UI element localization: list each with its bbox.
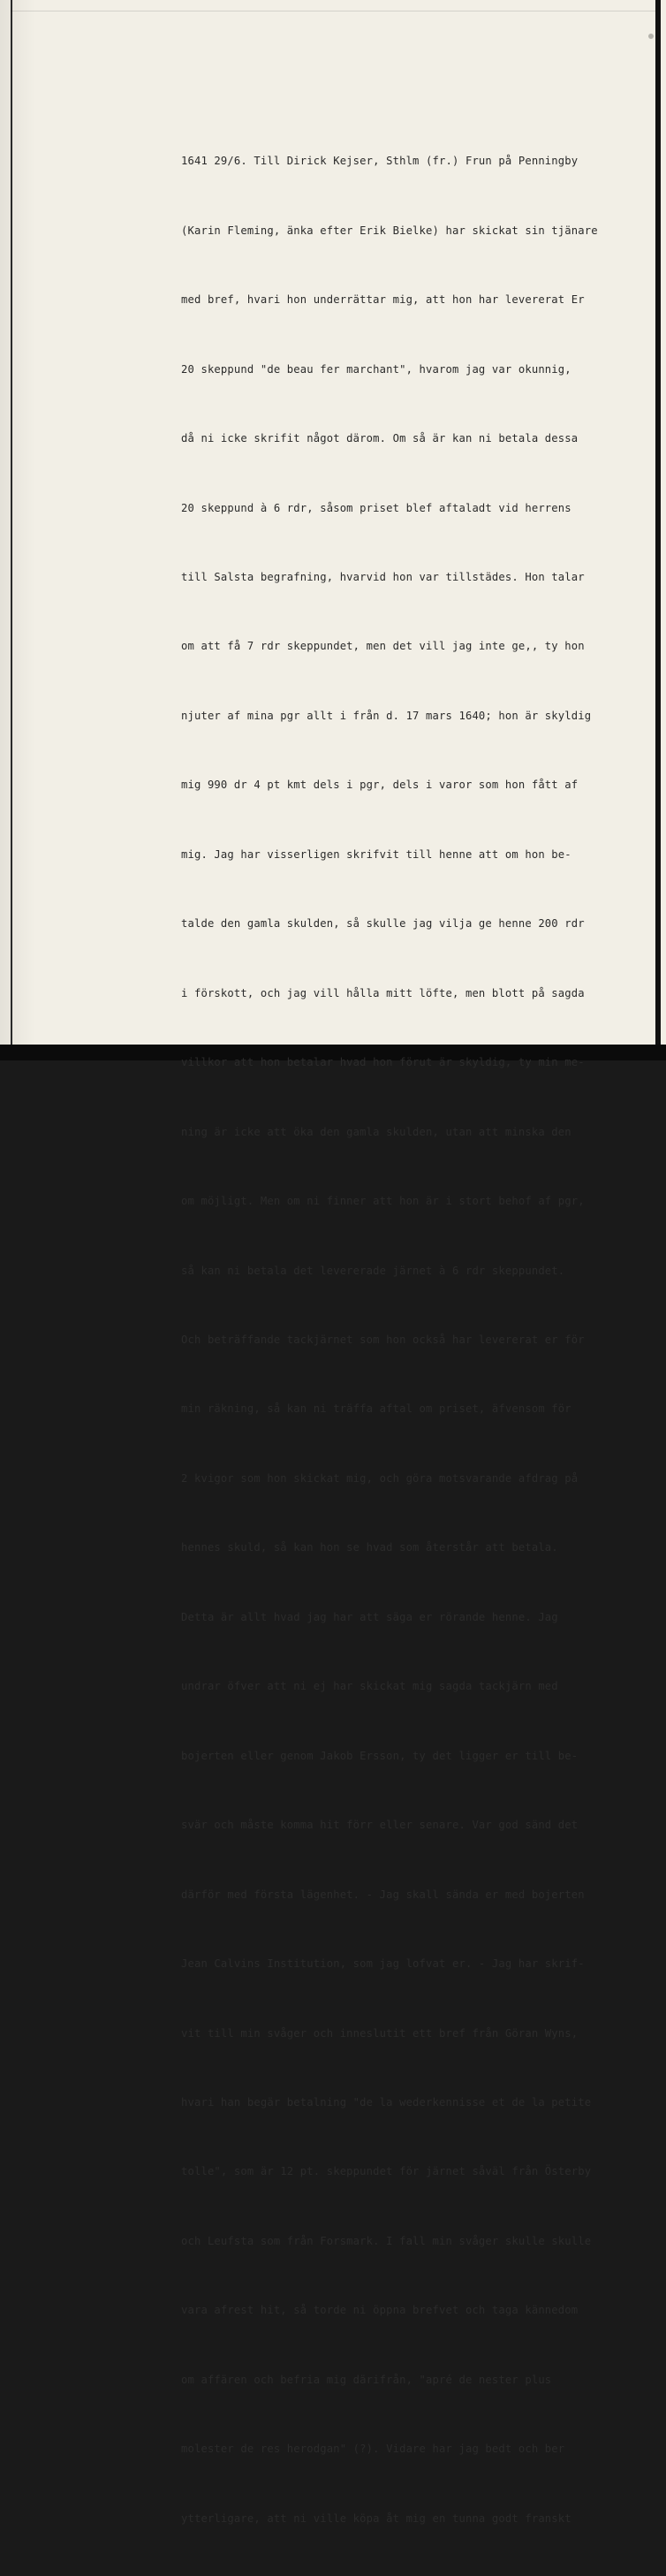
text-line: så kan ni betala det levererade järnet à 6 rdr skeppundet. [181,1264,565,1277]
text-line: 20 skeppund à 6 rdr, såsom priset blef aftaladt vid herrens [181,501,571,514]
text-line: vara afrest hit, så torde ni öppna brefvet och taga kännedom [181,2304,579,2317]
paper-mark [648,34,654,39]
page-left-edge [11,0,12,1060]
text-line: och Leufsta som från Forsmark. I fall min svåger skulle skulle [181,2234,592,2247]
text-line: mig 990 dr 4 pt kmt dels i pgr, dels i varor som hon fått af [181,779,579,792]
text-line: till Salsta begrafning, hvarvid hon var tillstädes. Hon talar [181,571,585,584]
text-line: Jean Calvins Institution, som jag lofvat er. - Jag har skrif- [181,1957,585,1971]
text-line: 1641 29/6. Till Dirick Kejser, Sthlm (fr.) Frun på Penningby [181,155,579,168]
text-line: njuter af mina pgr allt i från d. 17 mars 1640; hon är skyldig [181,709,592,722]
text-line: (Karin Fleming, änka efter Erik Bielke) har skickat sin tjänare [181,224,598,237]
text-line: mig. Jag har visserligen skrifvit till henne att om hon be- [181,847,571,861]
text-line: 20 skeppund "de beau fer marchant", hvarom jag var okunnig, [181,362,571,376]
text-line: vit till min svåger och inneslutit ett bref från Göran Wyns, [181,2026,579,2040]
text-line: min räkning, så kan ni träffa aftal om priset, äfvensom för [181,1402,571,1416]
text-line: om möjligt. Men om ni finner att hon är i stort behof af pgr, [181,1195,585,1208]
text-line: om att få 7 rdr skeppundet, men det vill jag inte ge,, ty hon [181,640,585,653]
letter-text [181,103,649,2576]
text-line: Och beträffande tackjärnet som hon också har levererat er för [181,1334,585,1347]
text-line: ytterligare, att ni ville köpa åt mig en tunna godt franskt [181,2511,571,2525]
text-line: hvari han begär betalning "de la wederkennisse et de la petite [181,2096,592,2109]
text-line: svär och måste komma hit förr eller senare. Var god sänd det [181,1819,579,1832]
text-line: molester de res herodgan" (?). Vidare har jag bedt och ber [181,2443,565,2456]
text-line: undrar öfver att ni ej har skickat mig sagda tackjärn med [181,1680,558,1693]
text-line: därför med första lägenhet. - Jag skall sända er med bojerten [181,1888,585,1901]
text-line: med bref, hvari hon underrättar mig, att hon har levererat Er [181,293,585,307]
text-line: hennes skuld, så kan hon se hvad som återstår att betala. [181,1541,558,1554]
text-line: ning är icke att öka den gamla skulden, utan att minska den [181,1125,571,1138]
text-line: om affären och befria mig därifrån, "apré de nester plus [181,2373,552,2386]
text-line: bojerten eller genom Jakob Ersson, ty det ligger er till be- [181,1749,579,1762]
text-line: i förskott, och jag vill hålla mitt löfte, men blott på sagda [181,986,585,999]
page-right-edge [655,0,661,1060]
text-line: villkor att hon betalar hvad hon förut är skyldig, ty min me- [181,1056,585,1069]
text-line: då ni icke skrifit något därom. Om så är kan ni betala dessa [181,432,579,445]
text-line: Detta är allt hvad jag har att säga er rörande henne. Jag [181,1610,558,1623]
text-line: talde den gamla skulden, så skulle jag vilja ge henne 200 rdr [181,917,585,931]
text-line: 2 kvigor som hon skickat mig, och göra motsvarande afdrag på [181,1471,579,1485]
text-line: tolle", som är 12 pt. skeppundet för järnet såväl från Österby [181,2165,592,2178]
